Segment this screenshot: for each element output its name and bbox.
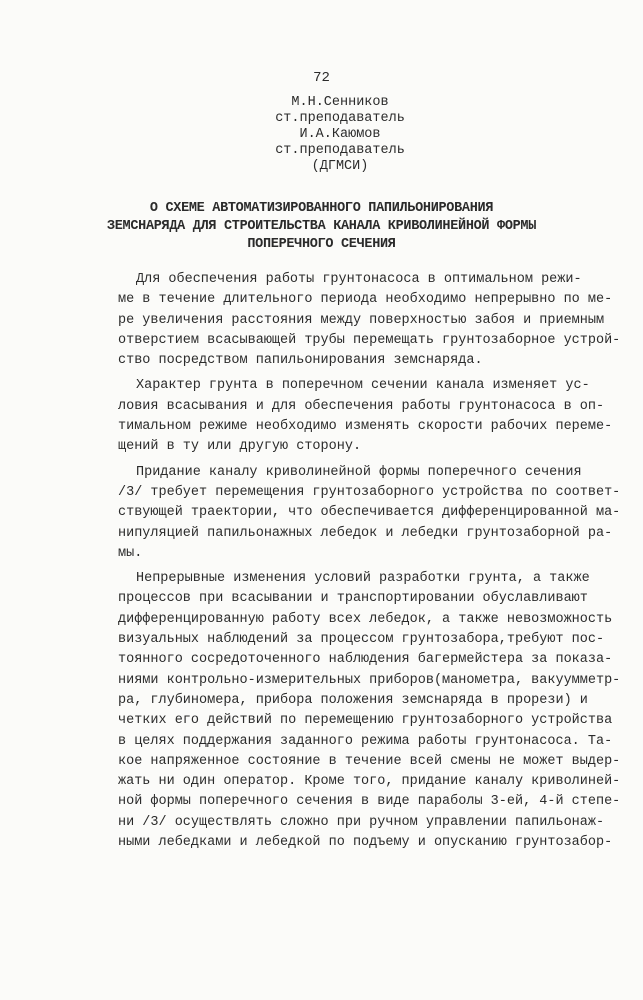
- paragraph: [118, 376, 613, 457]
- text-line: мы.: [118, 545, 143, 561]
- text-line: ме в течение длительного периода необходимо непрерывно по ме-: [118, 292, 613, 308]
- paragraph: [118, 569, 621, 853]
- text-line: /3/ требует перемещения грунтозаборного устройства по соответ-: [118, 484, 621, 500]
- title-line: О СХЕМЕ АВТОМАТИЗИРОВАННОГО ПАПИЛЬОНИРОВАНИЯ: [149, 201, 494, 216]
- text-line: нипуляцией папильонажных лебедок и лебедки грунтозаборной ра-: [118, 525, 613, 541]
- text-line: тоянного сосредоточенного наблюдения багермейстера за показа-: [118, 652, 613, 668]
- text-line: ловия всасывания и для обеспечения работы грунтонасоса в оп-: [118, 398, 605, 414]
- title-line: ПОПЕРЕЧНОГО СЕЧЕНИЯ: [247, 237, 396, 252]
- text-line: щений в ту или другую сторону.: [118, 439, 362, 455]
- text-line: кое напряженное состояние в течение всей смены не может выдер-: [118, 753, 621, 769]
- text-line: в целях поддержания заданного режима работы грунтонасоса. Та-: [118, 733, 613, 749]
- article-body: [118, 270, 621, 853]
- text-line: ными лебедками и лебедкой по подъему и опусканию грунтозабор-: [118, 835, 613, 851]
- text-line: Непрерывные изменения условий разработки грунта, а также: [136, 571, 590, 587]
- paragraph: [118, 463, 621, 564]
- page-number: 72: [313, 70, 330, 86]
- text-line: Придание каналу криволинейной формы поперечного сечения: [136, 464, 582, 480]
- text-line: ни /3/ осуществлять сложно при ручном управлении папильонаж-: [118, 814, 605, 830]
- author-name-1: М.Н.Сенников: [291, 95, 389, 110]
- text-line: ра, глубиномера, прибора положения земснаряда в прорези) и: [118, 692, 588, 708]
- title-line: ЗЕМСНАРЯДА ДЛЯ СТРОИТЕЛЬСТВА КАНАЛА КРИВОЛИНЕЙНОЙ ФОРМЫ: [106, 219, 537, 234]
- text-line: ре увеличения расстояния между поверхностью забоя и приемным: [118, 312, 605, 328]
- author-position-1: ст.преподаватель: [275, 111, 405, 126]
- text-line: отверстием всасывающей трубы перемещать грунтозаборное устрой-: [118, 332, 621, 348]
- text-line: Характер грунта в поперечном сечении канала изменяет ус-: [136, 378, 590, 394]
- paragraph: [118, 270, 621, 371]
- text-line: дифференцированную работу всех лебедок, а также невозможность: [118, 611, 613, 627]
- text-line: ствующей траектории, что обеспечивается дифференцированной ма-: [118, 505, 621, 521]
- text-line: ство посредством папильонирования земснаряда.: [118, 353, 483, 369]
- text-line: Для обеспечения работы грунтонасоса в оптимальном режи-: [136, 272, 582, 287]
- author-block: [250, 95, 430, 175]
- author-name-2: И.А.Каюмов: [299, 127, 381, 142]
- text-line: ной формы поперечного сечения в виде параболы 3-ей, 4-й степе-: [118, 794, 621, 810]
- author-position-2: ст.преподаватель: [275, 143, 405, 158]
- author-affiliation: (ДГМСИ): [311, 159, 369, 174]
- text-line: жать ни один оператор. Кроме того, придание каналу криволиней-: [118, 774, 621, 790]
- text-line: тимальном режиме необходимо изменять скорости рабочих переме-: [118, 419, 613, 435]
- text-line: ниями контрольно-измерительных приборов(манометра, вакуумметр-: [118, 672, 621, 688]
- text-line: процессов при всасывании и транспортировании обуславливают: [118, 591, 588, 607]
- article-title: [40, 200, 603, 254]
- text-line: визуальных наблюдений за процессом грунтозабора,требуют пос-: [118, 632, 605, 648]
- text-line: четких его действий по перемещению грунтозаборного устройства: [118, 713, 613, 729]
